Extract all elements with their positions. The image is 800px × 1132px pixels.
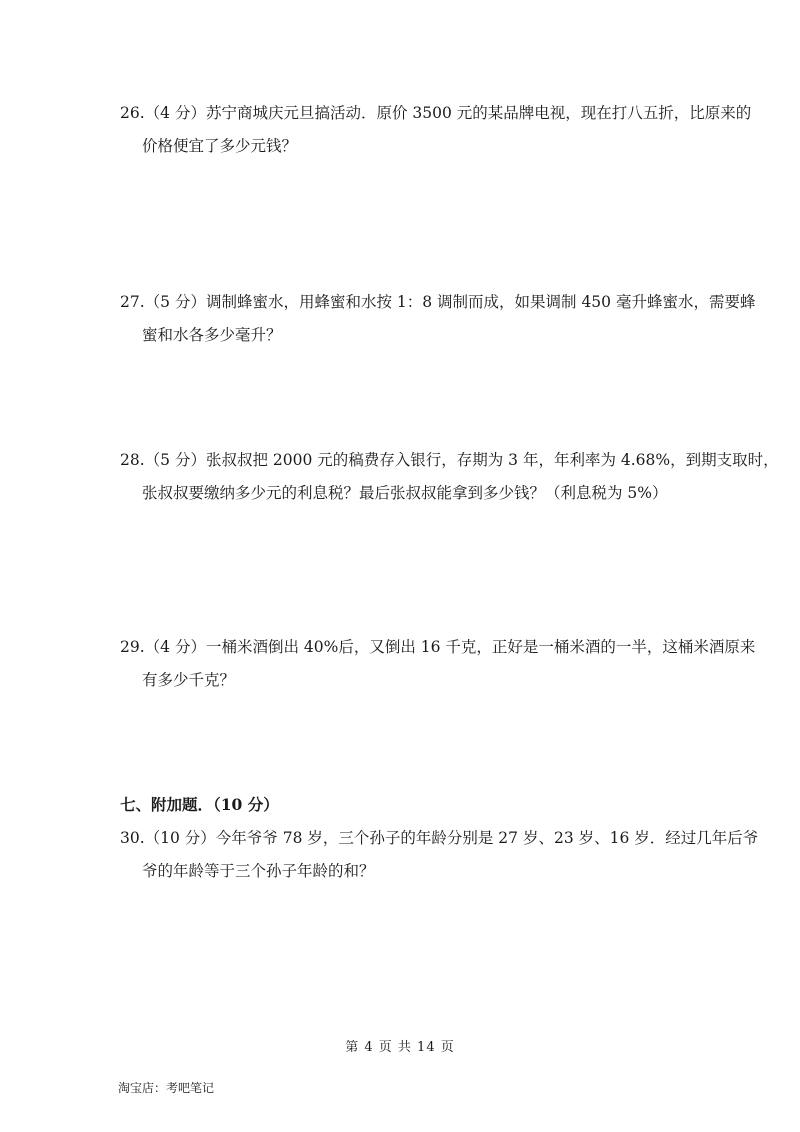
question-28-line-1: 28.（5 分）张叔叔把 2000 元的稿费存入银行，存期为 3 年，年利率为 4.68%，到期支取时， [120, 451, 779, 469]
question-30 [120, 822, 759, 888]
question-27-line-1: 27.（5 分）调制蜂蜜水，用蜂蜜和水按 1：8 调制而成，如果调制 450 毫升蜂蜜水，需要蜂 [120, 293, 756, 311]
question-30-line-2: 爷的年龄等于三个孙子年龄的和？ [142, 862, 375, 880]
question-26-line-1: 26.（4 分）苏宁商城庆元旦搞活动．原价 3500 元的某品牌电视，现在打八五折，比原来的 [120, 104, 752, 122]
question-30-line-1: 30.（10 分）今年爷爷 78 岁，三个孙子的年龄分别是 27 岁、23 岁、16 岁．经过几年后爷 [120, 829, 759, 847]
section-heading: 七、附加题．（10 分） [120, 795, 279, 814]
question-29 [120, 631, 756, 697]
question-27 [120, 286, 756, 352]
question-29-line-2: 有多少千克？ [142, 671, 236, 689]
page-number: 第 4 页 共 14 页 [345, 1040, 455, 1055]
shop-footer: 淘宝店：考吧笔记 [118, 1081, 215, 1095]
question-27-line-2: 蜜和水各多少毫升？ [142, 326, 282, 344]
question-26 [120, 97, 752, 163]
question-28 [120, 444, 779, 510]
question-29-line-1: 29.（4 分）一桶米酒倒出 40%后，又倒出 16 千克，正好是一桶米酒的一半，这桶米酒原来 [120, 638, 756, 656]
question-26-line-2: 价格便宜了多少元钱？ [142, 137, 298, 155]
question-28-line-2: 张叔叔要缴纳多少元的利息税？最后张叔叔能拿到多少钱？（利息税为 5%） [142, 484, 668, 502]
